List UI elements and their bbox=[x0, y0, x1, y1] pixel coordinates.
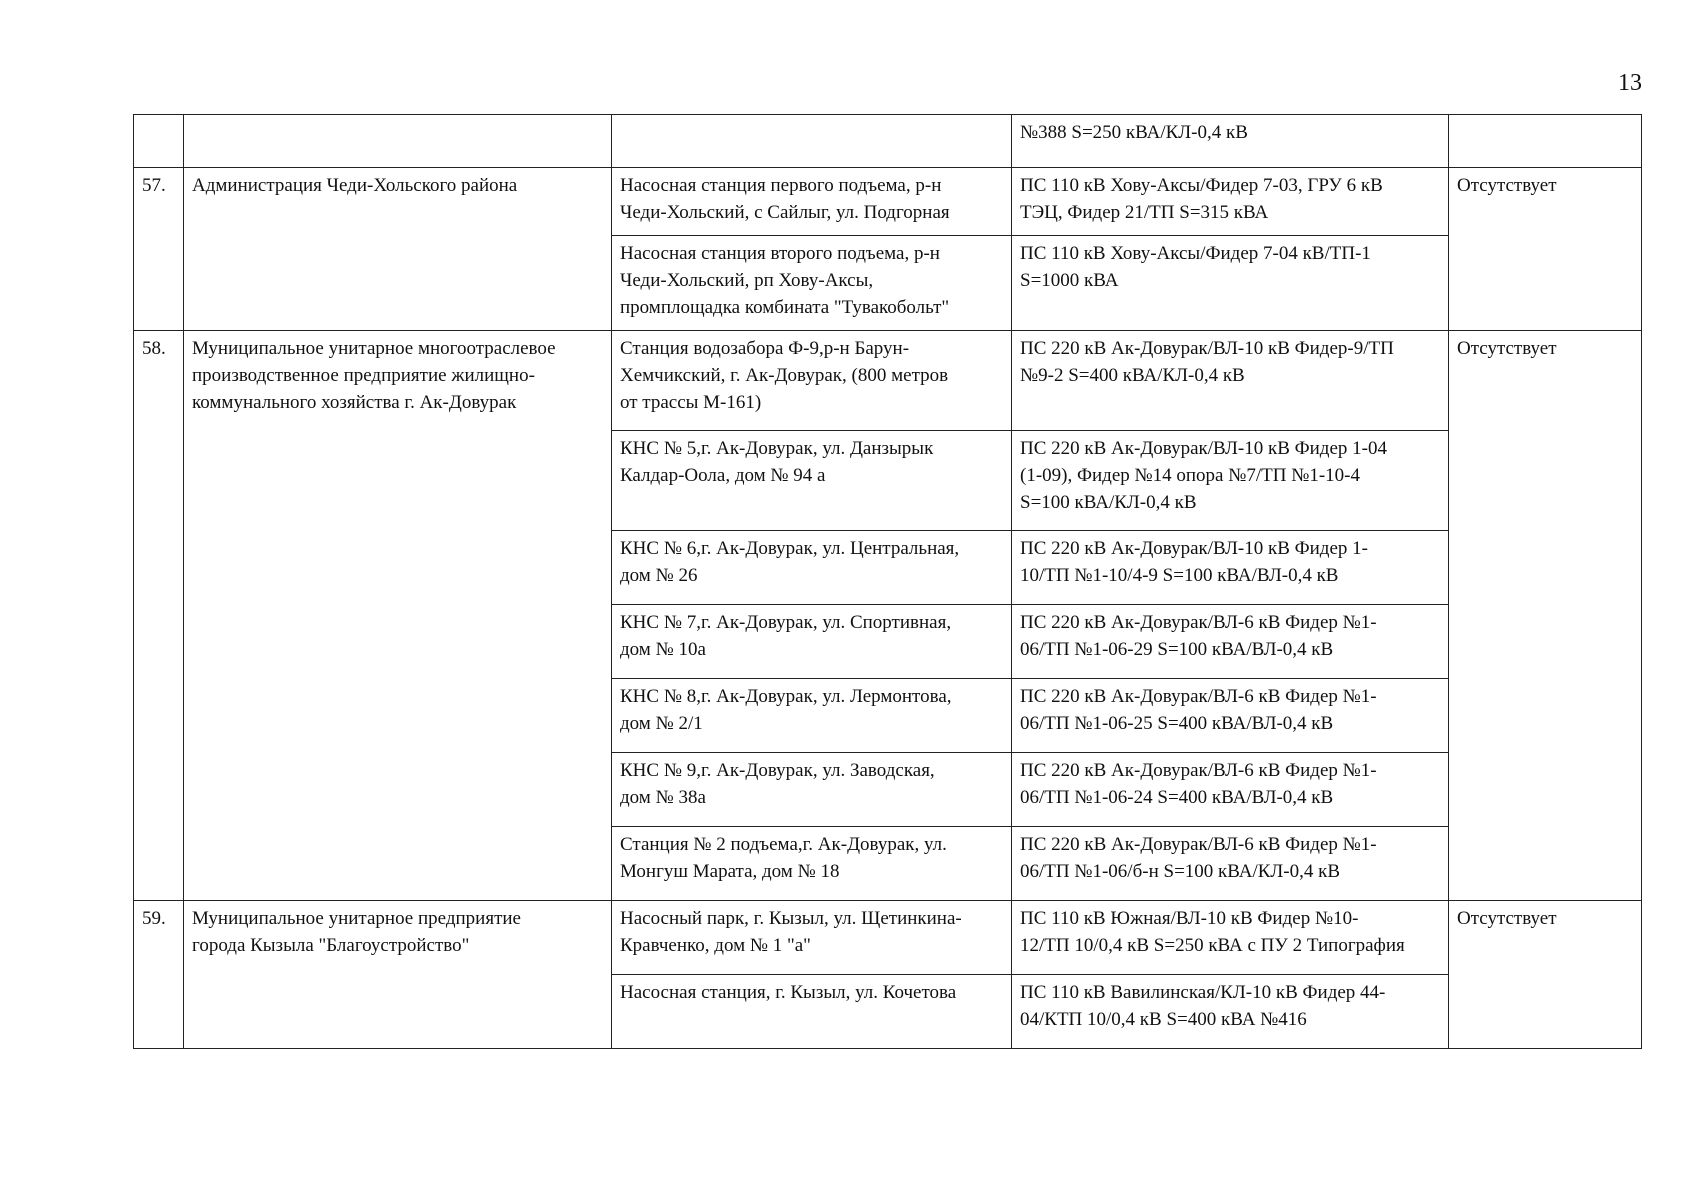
connection-line: ПС 220 кВ Ак-Довурак/ВЛ-10 кВ Фидер 1- bbox=[1020, 538, 1368, 559]
connection-line: ПС 220 кВ Ак-Довурак/ВЛ-10 кВ Фидер 1-04 bbox=[1020, 438, 1387, 459]
table-row bbox=[134, 901, 1642, 975]
object-line: Монгуш Марата, дом № 18 bbox=[620, 861, 840, 882]
object-line: Станция водозабора Ф-9,р-н Барун- bbox=[620, 338, 910, 359]
connection-line: ПС 110 кВ Вавилинская/КЛ-10 кВ Фидер 44- bbox=[1020, 982, 1386, 1003]
connection-cell bbox=[1012, 168, 1449, 236]
organization-line: Муниципальное унитарное предприятие bbox=[192, 908, 521, 929]
object-line: КНС № 7,г. Ак-Довурак, ул. Спортивная, bbox=[620, 612, 952, 633]
connection-cell bbox=[1012, 753, 1449, 827]
connection-line: 06/ТП №1-06/б-н S=100 кВА/КЛ-0,4 кВ bbox=[1020, 861, 1341, 882]
object-cell bbox=[612, 115, 1012, 168]
object-cell bbox=[612, 753, 1012, 827]
connection-cell bbox=[1012, 901, 1449, 975]
object-line: дом № 2/1 bbox=[620, 713, 703, 734]
status-cell: Отсутствует bbox=[1449, 901, 1642, 1049]
organization-cell bbox=[184, 901, 612, 1049]
connection-line: ПС 110 кВ Хову-Аксы/Фидер 7-03, ГРУ 6 кВ bbox=[1020, 175, 1383, 196]
connection-line: 12/ТП 10/0,4 кВ S=250 кВА с ПУ 2 Типография bbox=[1020, 935, 1405, 956]
number-cell bbox=[134, 115, 184, 168]
object-line: Насосная станция, г. Кызыл, ул. Кочетова bbox=[620, 982, 957, 1003]
object-cell bbox=[612, 431, 1012, 531]
object-line: КНС № 9,г. Ак-Довурак, ул. Заводская, bbox=[620, 760, 935, 781]
object-line: дом № 26 bbox=[620, 565, 698, 586]
object-line: дом № 10а bbox=[620, 639, 706, 660]
organization-line: производственное предприятие жилищно- bbox=[192, 365, 535, 386]
connection-line: №388 S=250 кВА/КЛ-0,4 кВ bbox=[1020, 122, 1248, 143]
connection-line: ПС 220 кВ Ак-Довурак/ВЛ-6 кВ Фидер №1- bbox=[1020, 612, 1377, 633]
object-line: Калдар-Оола, дом № 94 а bbox=[620, 465, 826, 486]
table-row bbox=[134, 331, 1642, 431]
object-cell bbox=[612, 975, 1012, 1049]
entry-number: 59. bbox=[134, 901, 184, 1049]
object-line: Чеди-Хольский, рп Хову-Аксы, bbox=[620, 270, 874, 291]
object-line: Насосная станция первого подъема, р-н bbox=[620, 175, 942, 196]
object-line: КНС № 5,г. Ак-Довурак, ул. Данзырык bbox=[620, 438, 934, 459]
object-cell bbox=[612, 901, 1012, 975]
object-line: Чеди-Хольский, с Сайлыг, ул. Подгорная bbox=[620, 202, 950, 223]
connection-line: 04/КТП 10/0,4 кВ S=400 кВА №416 bbox=[1020, 1009, 1307, 1030]
object-line: КНС № 6,г. Ак-Довурак, ул. Центральная, bbox=[620, 538, 960, 559]
object-cell bbox=[612, 236, 1012, 331]
connection-line: 10/ТП №1-10/4-9 S=100 кВА/ВЛ-0,4 кВ bbox=[1020, 565, 1339, 586]
object-line: Станция № 2 подъема,г. Ак-Довурак, ул. bbox=[620, 834, 947, 855]
status-cell: Отсутствует bbox=[1449, 331, 1642, 901]
object-line: промплощадка комбината "Тувакобольт" bbox=[620, 297, 950, 318]
object-line: Хемчикский, г. Ак-Довурак, (800 метров bbox=[620, 365, 949, 386]
object-cell bbox=[612, 531, 1012, 605]
object-cell bbox=[612, 168, 1012, 236]
connection-line: 06/ТП №1-06-29 S=100 кВА/ВЛ-0,4 кВ bbox=[1020, 639, 1334, 660]
object-line: Кравченко, дом № 1 "а" bbox=[620, 935, 811, 956]
object-cell bbox=[612, 605, 1012, 679]
organization-cell bbox=[184, 331, 612, 901]
entry-number: 57. bbox=[134, 168, 184, 331]
object-line: Насосная станция второго подъема, р-н bbox=[620, 243, 940, 264]
connection-line: ПС 220 кВ Ак-Довурак/ВЛ-10 кВ Фидер-9/ТП bbox=[1020, 338, 1394, 359]
connection-cell bbox=[1012, 531, 1449, 605]
organization-cell bbox=[184, 115, 612, 168]
connection-line: ПС 220 кВ Ак-Довурак/ВЛ-6 кВ Фидер №1- bbox=[1020, 686, 1377, 707]
object-line: Насосный парк, г. Кызыл, ул. Щетинкина- bbox=[620, 908, 962, 929]
organization-cell bbox=[184, 168, 612, 331]
continuation-row bbox=[134, 115, 1642, 168]
connection-cell bbox=[1012, 431, 1449, 531]
connection-line: 06/ТП №1-06-25 S=400 кВА/ВЛ-0,4 кВ bbox=[1020, 713, 1334, 734]
connection-line: 06/ТП №1-06-24 S=400 кВА/ВЛ-0,4 кВ bbox=[1020, 787, 1334, 808]
connection-cell bbox=[1012, 679, 1449, 753]
object-cell bbox=[612, 331, 1012, 431]
organization-line: города Кызыла "Благоустройство" bbox=[192, 935, 470, 956]
connection-line: S=100 кВА/КЛ-0,4 кВ bbox=[1020, 492, 1197, 513]
page-number: 13 bbox=[1618, 70, 1642, 96]
connection-cell bbox=[1012, 975, 1449, 1049]
organization-line: Муниципальное унитарное многоотраслевое bbox=[192, 338, 556, 359]
organization-line: коммунального хозяйства г. Ак-Довурак bbox=[192, 392, 517, 413]
table-row bbox=[134, 168, 1642, 236]
object-line: дом № 38а bbox=[620, 787, 706, 808]
organization-line: Администрация Чеди-Хольского района bbox=[192, 175, 518, 196]
connection-cell bbox=[1012, 605, 1449, 679]
connection-line: (1-09), Фидер №14 опора №7/ТП №1-10-4 bbox=[1020, 465, 1361, 486]
connection-cell bbox=[1012, 236, 1449, 331]
connection-cell bbox=[1012, 331, 1449, 431]
object-line: от трассы М-161) bbox=[620, 392, 762, 413]
connection-cell bbox=[1012, 827, 1449, 901]
status-cell bbox=[1449, 115, 1642, 168]
connection-line: ПС 110 кВ Южная/ВЛ-10 кВ Фидер №10- bbox=[1020, 908, 1359, 929]
facilities-table bbox=[133, 114, 1642, 1049]
entry-number: 58. bbox=[134, 331, 184, 901]
table-body bbox=[134, 115, 1642, 1049]
object-cell bbox=[612, 827, 1012, 901]
connection-line: ТЭЦ, Фидер 21/ТП S=315 кВА bbox=[1020, 202, 1269, 223]
connection-cell bbox=[1012, 115, 1449, 168]
object-line: КНС № 8,г. Ак-Довурак, ул. Лермонтова, bbox=[620, 686, 952, 707]
connection-line: №9-2 S=400 кВА/КЛ-0,4 кВ bbox=[1020, 365, 1245, 386]
connection-line: ПС 220 кВ Ак-Довурак/ВЛ-6 кВ Фидер №1- bbox=[1020, 760, 1377, 781]
connection-line: ПС 220 кВ Ак-Довурак/ВЛ-6 кВ Фидер №1- bbox=[1020, 834, 1377, 855]
connection-line: ПС 110 кВ Хову-Аксы/Фидер 7-04 кВ/ТП-1 bbox=[1020, 243, 1371, 264]
object-cell bbox=[612, 679, 1012, 753]
connection-line: S=1000 кВА bbox=[1020, 270, 1119, 291]
status-cell: Отсутствует bbox=[1449, 168, 1642, 331]
